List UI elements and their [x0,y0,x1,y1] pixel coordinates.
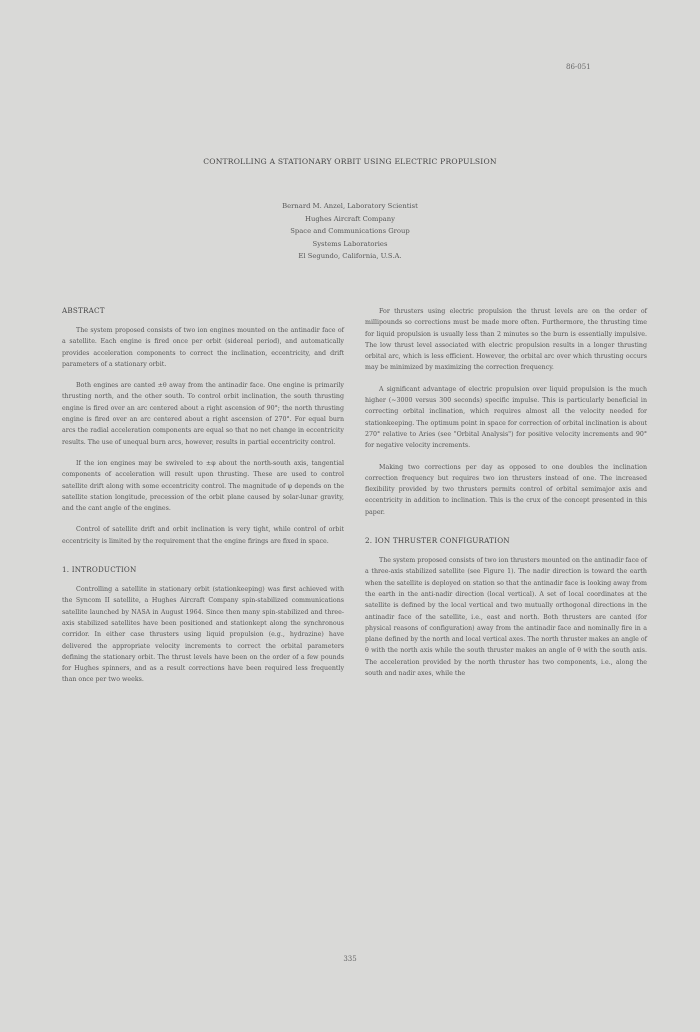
page-id: 86-051 [566,63,591,71]
abstract-paragraph: Both engines are canted ±θ away from the antinadir face. One engine is primarily thrusting north, and the other south. To control orbit inclination, the south thrusting engine is fired over an arc centered about a right ascension of 90°; the north thrusting engine is fired over an arc centered about a right ascension of 270°. For equal burn arcs the radial acceleration components are equal so that no net change in eccentricity results. The use of unequal burn arcs, however, results in partial eccentricity control. [62,382,344,446]
introduction-paragraph: Controlling a satellite in stationary orbit (stationkeeping) was first achieved with the Syncom II satellite, a Hughes Aircraft Company spin-stabilized communications satellite launched by NASA in August 1964. Since then many spin-stabilized and three-axis stabilized satellites have been positioned and stationkept along the synchronous corridor. In either case thrusters using liquid propulsion (e.g., hydrazine) have delivered the appropriate velocity increments to correct the orbital parameters defining the stationary orbit. The thrust levels have been on the order of a few pounds for Hughes spinners, and as a result corrections have been required less frequently than once per two weeks. [62,586,344,684]
author-line: Bernard M. Anzel, Laboratory Scientist [282,202,418,210]
abstract-paragraph: If the ion engines may be swiveled to ±φ about the north-south axis, tangential components of acceleration will result upon thrusting. These are used to control satellite drift along with some eccentricity control. The magnitude of φ depends on the satellite station longitude, precession of the orbit plane caused by solar-lunar gravity, and the cant angle of the engines. [62,459,344,513]
ion-thruster-heading: 2. ION THRUSTER CONFIGURATION [365,536,510,546]
paper-title: CONTROLLING A STATIONARY ORBIT USING ELECTRIC PROPULSION [203,157,497,166]
author-line: Systems Laboratories [312,239,388,248]
left-column [62,306,344,696]
body-paragraph: A significant advantage of electric propulsion over liquid propulsion is the much higher (~3000 versus 300 seconds) specific impulse. This is particularly beneficial in correcting orbital inclination, which requires almost all the velocity needed for stationkeeping. The optimum point in space for correction of orbital inclination is about 270° relative to Aries (see "Orbital Analysis") for positive velocity increments and 90° for negative velocity increments. [365,385,647,450]
abstract-heading: ABSTRACT [62,306,105,315]
body-paragraph: For thrusters using electric propulsion the thrust levels are on the order of millipounds so corrections must be made more often. Furthermore, the thrusting time for liquid propulsion is usually less than 2 minutes so the burn is essentially impulsive. The low thrust level associated with electric propulsion results in a longer thrusting orbital arc, which is less efficient. However, the orbital arc over which thrusting occurs may be minimized by maximizing the correction frequency. [365,308,647,372]
abstract-paragraph: Control of satellite drift and orbit inclination is very tight, while control of orbit eccentricity is limited by the requirement that the engine firings are fixed in space. [62,526,344,545]
introduction-heading: 1. INTRODUCTION [62,565,137,575]
right-column [365,306,647,689]
author-block [0,200,700,263]
abstract-paragraph: The system proposed consists of two ion engines mounted on the antinadir face of a satellite. Each engine is fired once per orbit (sidereal period), and automatically provides acceleration components to correct the inclination, eccentricity, and drift parameters of a stationary orbit. [62,327,344,368]
author-line: Space and Communications Group [290,227,410,236]
author-line: El Segundo, California, U.S.A. [298,252,402,261]
author-line: Hughes Aircraft Company [305,214,395,223]
ion-thruster-paragraph: The system proposed consists of two ion thrusters mounted on the antinadir face of a three-axis stabilized satellite (see Figure 1). The nadir direction is toward the earth when the satellite is deployed on station so that the antinadir face is looking away from the earth in the anti-nadir direction (local vertical). A set of local coordinates at the satellite is defined by the local vertical and two mutually orthogonal directions in the antinadir face of the satellite, i.e., east and north. Both thrusters are canted (for physical reasons of configuration) away from the antinadir face and nominally fire in a plane defined by the north and local vertical axes. The north thruster makes an angle of θ with the north axis while the south thruster makes an angle of θ with the south axis. The acceleration provided by the north thruster has two components, i.e., along the south and nadir axes, while the [365,557,647,678]
body-paragraph: Making two corrections per day as opposed to one doubles the inclination correction frequency but requires two ion thrusters instead of one. The increased flexibility provided by two thrusters permits control of orbital semimajor axis and eccentricity in addition to inclination. This is the crux of the concept presented in this paper. [365,463,647,516]
page-number: 335 [343,955,357,963]
